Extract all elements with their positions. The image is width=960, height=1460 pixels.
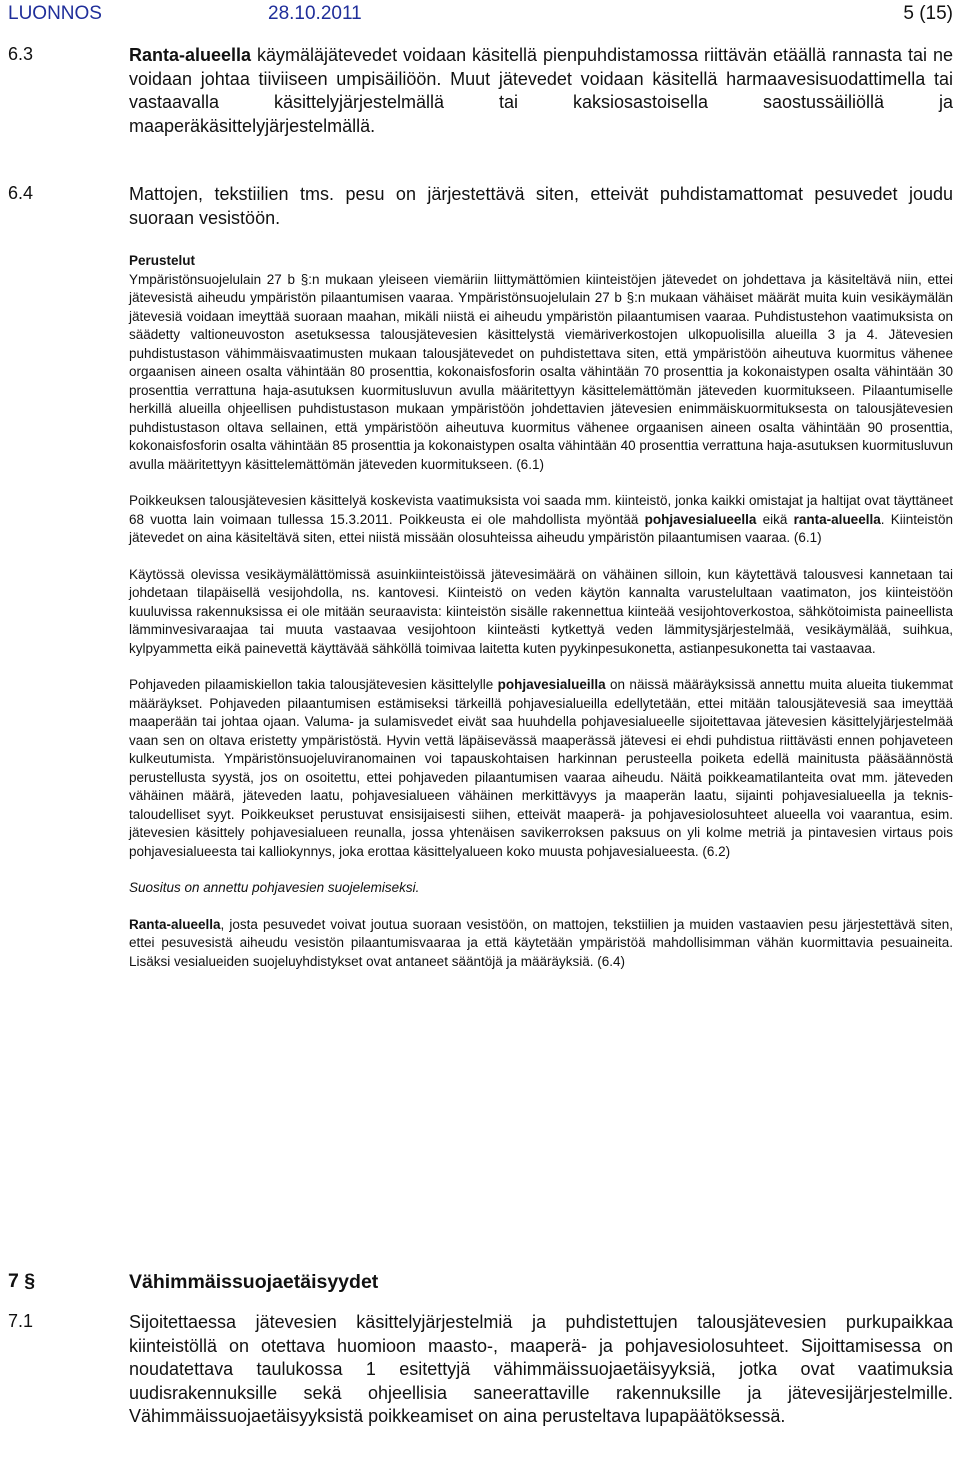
rationale-heading: Perustelut — [129, 253, 196, 268]
bold-term: Ranta-alueella — [129, 916, 221, 932]
section-number: 6.3 — [8, 44, 34, 64]
header-date: 28.10.2011 — [268, 3, 362, 24]
rationale-paragraph-6: Ranta-alueella, josta pesuvedet voivat joutua suoraan vesistöön, on mattojen, tekstiilien ja muiden vastaavien pesu järjestettävä siten, ettei pesuvesistä aiheudu vesistön pilaantumisvaaraa ja että käytetään ympäristöä mahdollisimman vähän kuormittavia pesuaineita. Lisäksi vesialueiden suojeluyhdistykset ovat antaneet sääntöjä ja määräyksiä. (6.4) — [129, 916, 953, 969]
section-number: 7.1 — [8, 1311, 34, 1331]
section-number: 6.4 — [8, 183, 34, 203]
bold-term: pohjavesialueilla — [497, 677, 606, 692]
page-header — [8, 3, 953, 29]
bold-term: pohjavesialueella — [644, 511, 757, 527]
draft-label: LUONNOS — [8, 3, 102, 24]
section-7-1 — [8, 1311, 953, 1429]
page-number: 5 (15) — [903, 3, 953, 24]
recommendation-note: Suositus on annettu pohjavesien suojelemiseksi. — [129, 880, 420, 895]
rationale-block — [129, 252, 953, 989]
section-6-3 — [8, 44, 953, 138]
section-text: Mattojen, tekstiilien tms. pesu on järjestettävä siten, etteivät puhdistamattomat pesuvedet joudu suoraan vesistöön. — [129, 184, 953, 228]
rationale-paragraph-4: Pohjaveden pilaamiskiellon takia talousjätevesien käsittelylle pohjavesialueilla on näissä määräyksissä annettu muita alueita tiukemmat määräykset. Pohjaveden pilaantumisen estämiseksi tärkeillä pohjavesialueilla edellytetään, ettei mitään talousjätevesiä saa imeyttää maaperään tai johtaa ojaan. Valuma- ja sulamisvedet eivät saa huuhdella pohjavesialueelle sijoitettavaa jätevesien käsittelyjärjestelmää vaan sen on oltava eristetty ympäristöstä. Hyvin vettä läpäisevässä maaperässä jätevesi ei ehdi puhdistua riittävästi ennen pohjaveteen kulkeutumista. Ympäristönsuojeluviranomainen voi tapauskohtaisen harkinnan perusteella poiketa edellä mainitusta pääsäännöstä perustellusta syystä, jos on osoitettu, ettei pohjaveden pilaantumisen vaaraa aiheudu. Näitä poikkeamatilanteita ovat mm. jäteveden vähäinen määrä, jäteveden laatu, pohjavesialueen vähäinen merkittävyys ja maaperän laatu, sijainti pohjavesialueella ja teknis-taloudelliset syyt. Poikkeukset perustuvat ensisijaisesti siihen, etteivät maaperä- ja pohjavesiolosuhteet alueella voi vaarantua, esim. jätevesien käsittely pohjavesialueen reunalla, jossa yhtenäisen savikerroksen paksuus on yli kolme metriä ja pintavesien virtaus pois pohjavesialueesta tai kalliokynnys, joka erottaa käsittelyalueen koko muusta pohjavesialueesta. (6.2) — [129, 677, 953, 859]
section-text: Sijoitettaessa jätevesien käsittelyjärjestelmiä ja puhdistettujen talousjätevesien purkupaikkaa kiinteistöllä on otettava huomioon maasto-, maaperä- ja pohjavesiolosuhteet. Sijoittamisessa on noudatettava taulukossa 1 esitettyjä vähimmäissuojaetäisyyksiä, jotka ovat vaatimuksia uudisrakennuksille sekä ohjeellisia saneerattaville rakennuksille ja jätevesijärjestelmille. Vähimmäissuojaetäisyyksistä poikkeamiset on aina perusteltava lupapäätöksessä. — [129, 1312, 953, 1426]
rationale-paragraph-2: Poikkeuksen talousjätevesien käsittelyä koskevista vaatimuksista voi saada mm. kiinteistö, jonka kaikki omistajat ja haltijat ovat täyttäneet 68 vuotta lain voimaan tullessa 15.3.2011. Poikkeusta ei ole mahdollista myöntää pohjavesialueella eikä ranta-alueella. Kiinteistön jätevedet on aina käsiteltävä siten, ettei niistä missään olosuhteissa aiheudu ympäristön pilaantumisen vaaraa. (6.1) — [129, 493, 953, 545]
bold-term: Ranta-alueella — [129, 45, 252, 65]
bold-term: ranta-alueella — [793, 511, 881, 527]
section-title: Vähimmäissuojaetäisyydet — [129, 1271, 379, 1293]
rationale-paragraph-3: Käytössä olevissa vesikäymälättömissä asuinkiinteistöissä jätevesimäärä on vähäinen silloin, kun käytettävä talousvesi kannetaan tai johdetaan tilapäisellä vesijohdolla, ns. kantovesi. Kiinteistö on veden käytön kannalta varustelultaan vaatimaton, jos kiinteistöön kuuluvissa rakennuksissa ei ole mitään seuraavista: kiinteistön sisälle rakennettua kiinteää vesijohtoverkostoa, sähkötoimista paineellista lämminvesivaraajaa tai muuta vastaavaa vesijohtoon kiinteästi kytkettyä veden lämmitysjärjestelmää, vesikäymälää, suihkua, kylpyammetta eikä painevettä käyttävää sähköllä toimivaa laitetta kuten pyykinpesukonetta, astianpesukonetta tai vastaavaa. — [129, 566, 953, 656]
section-6-4 — [8, 183, 953, 230]
rationale-paragraph-1: Ympäristönsuojelulain 27 b §:n mukaan yleiseen viemäriin liittymättömien kiinteistöjen jätevedet on johdettava ja käsiteltävä niin, ettei jätevesistä aiheudu ympäristön pilaantumisen vaaraa. Ympäristönsuojelulain 27 b §:n mukaan vähäiset määrät muita kuin vesikäymälän jätevesiä voidaan imeyttää suoraan maahan, mikäli niistä ei aiheudu ympäristön pilaantumisen vaaraa. Puhdistustehon vaatimuksista on säädetty valtioneuvoston asetuksessa talousjätevesien käsittelystä viemäriverkostojen ulkopuolisilla alueilla 3 ja 4. Jätevesien puhdistustason vähimmäisvaatimusten mukaan talousjätevedet on puhdistettava siten, että ympäristöön aiheutuva kuormitus vähenee orgaanisen aineen osalta vähintään 80 prosenttia, kokonaisfosforin osalta vähintään 70 prosenttia ja kokonaistypen osalta vähintään 30 prosenttia verrattuna haja-asutuksen kuormitusluvun avulla määritettyyn käsittelemättömän jäteveden kuormitukseen. Pilaantumiselle herkillä alueilla ohjeellisen puhdistustason mukaan ympäristöön johdettavien jätevesien enimmäiskuormituksesta on talousjätevesien puhdistustason oltava sellainen, että ympäristöön aiheutuva kuormitus vähenee orgaanisen aineen osalta vähintään 90 prosenttia, kokonaisfosforin osalta vähintään 85 prosenttia ja kokonaistypen osalta vähintään 40 prosenttia verrattuna haja-asutuksen kuormitusluvun avulla määritettyyn käsittelemättömän jäteveden kuormitukseen. (6.1) — [129, 271, 954, 472]
section-text: Ranta-alueella käymäläjätevedet voidaan käsitellä pienpuhdistamossa riittävän etäällä rannasta tai ne voidaan johtaa tiiviiseen umpisäiliöön. Muut jätevedet voidaan käsitellä harmaavesisuodattimella tai vastaavalla käsittelyjärjestelmällä tai kaksiosastoisella saostussäiliöllä ja maaperäkäsittelyjärjestelmällä. — [129, 45, 953, 136]
section-7-heading — [8, 1270, 953, 1294]
section-number: 7 § — [8, 1270, 36, 1292]
